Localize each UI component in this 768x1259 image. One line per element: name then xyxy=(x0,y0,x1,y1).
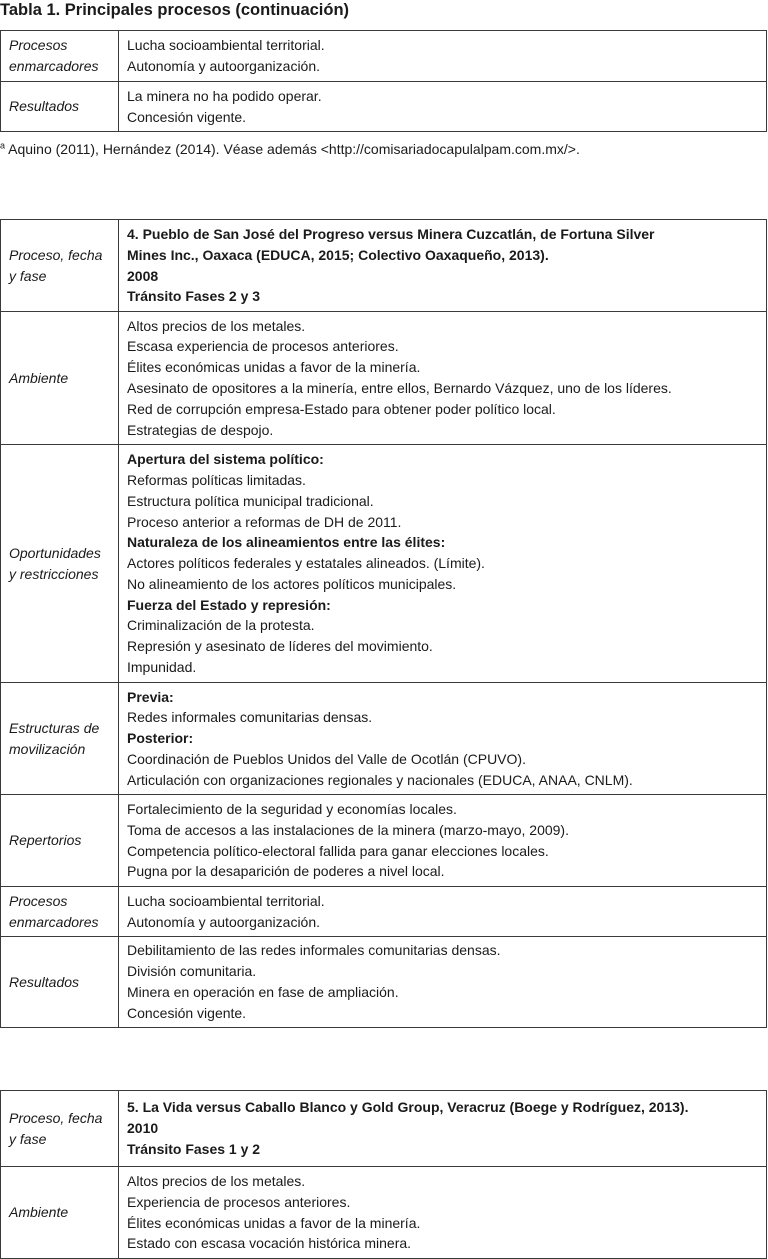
table-row xyxy=(1,220,767,312)
process-header: 4. Pueblo de San José del Progreso versus Minera Cuzcatlán, de Fortuna Silver Mines Inc., Oaxaca (EDUCA, 2015; Colectivo Oaxaqueño, 2013). 2008 Tránsito Fases 2 y 3 xyxy=(119,220,767,312)
row-content: Altos precios de los metales. Escasa experiencia de procesos anteriores. Élites económicas unidas a favor de la minería. Asesinato de opositores a la minería, entre ellos, Bernardo Vázquez, uno de los líderes. Red de corrupción empresa-Estado para obtener poder político local. Estrategias de despojo. xyxy=(119,312,767,445)
table-process-5 xyxy=(0,1090,767,1259)
table-process-4 xyxy=(0,219,767,1028)
table-row xyxy=(1,683,767,795)
row-content: La minera no ha podido operar. Concesión vigente. xyxy=(119,82,767,132)
table-row xyxy=(1,795,767,887)
table-row xyxy=(1,82,767,132)
footnote-mark: a xyxy=(0,140,6,151)
row-label: Resultados xyxy=(1,82,119,132)
row-content: Debilitamiento de las redes informales comunitarias densas. División comunitaria. Minera en operación en fase de ampliación. Concesión vigente. xyxy=(119,937,767,1028)
table-row xyxy=(1,937,767,1028)
row-content: Apertura del sistema político: Reformas políticas limitadas. Estructura política municipal tradicional. Proceso anterior a reformas de DH de 2011. Naturaleza de los alineamientos entre las élites: Actores políticos federales y estatales alineados. (Límite). No alineamiento de los actores políticos municipales. Fuerza del Estado y represión: Criminalización de la protesta. Represión y asesinato de líderes del movimiento. Impunidad. xyxy=(119,445,767,683)
table-row xyxy=(1,887,767,937)
row-content: Lucha socioambiental territorial. Autonomía y autoorganización. xyxy=(119,887,767,937)
row-label: Proceso, fecha y fase xyxy=(1,220,119,312)
row-label: Ambiente xyxy=(1,312,119,445)
row-label: Resultados xyxy=(1,937,119,1028)
row-content: Previa: Redes informales comunitarias densas. Posterior: Coordinación de Pueblos Unidos del Valle de Ocotlán (CPUVO). Articulación con organizaciones regionales y nacionales (EDUCA, ANAA, CNLM). xyxy=(119,683,767,795)
table-row xyxy=(1,312,767,445)
row-label: Procesos enmarcadores xyxy=(1,31,119,82)
footnote xyxy=(0,139,580,159)
row-label: Oportunidades y restricciones xyxy=(1,445,119,683)
process-header: 5. La Vida versus Caballo Blanco y Gold Group, Veracruz (Boege y Rodríguez, 2013). 2010 Tránsito Fases 1 y 2 xyxy=(119,1091,767,1167)
table-continuation xyxy=(0,30,767,132)
table-title: Tabla 1. Principales procesos (continuación) xyxy=(0,1,350,19)
table-row xyxy=(1,1167,767,1259)
row-label: Procesos enmarcadores xyxy=(1,887,119,937)
row-label: Proceso, fecha y fase xyxy=(1,1091,119,1167)
table-row xyxy=(1,31,767,82)
table-row xyxy=(1,445,767,683)
row-label: Repertorios xyxy=(1,795,119,887)
row-label: Estructuras de movilización xyxy=(1,683,119,795)
row-label: Ambiente xyxy=(1,1167,119,1259)
footnote-text: Aquino (2011), Hernández (2014). Véase además <http://comisariadocapulalpam.com.mx/>. xyxy=(5,141,580,157)
row-content: Altos precios de los metales. Experiencia de procesos anteriores. Élites económicas unidas a favor de la minería. Estado con escasa vocación histórica minera. xyxy=(119,1167,767,1259)
table-row xyxy=(1,1091,767,1167)
row-content: Fortalecimiento de la seguridad y economías locales. Toma de accesos a las instalaciones de la minera (marzo-mayo, 2009). Competencia político-electoral fallida para ganar elecciones locales. Pugna por la desaparición de poderes a nivel local. xyxy=(119,795,767,887)
row-content: Lucha socioambiental territorial. Autonomía y autoorganización. xyxy=(119,31,767,82)
